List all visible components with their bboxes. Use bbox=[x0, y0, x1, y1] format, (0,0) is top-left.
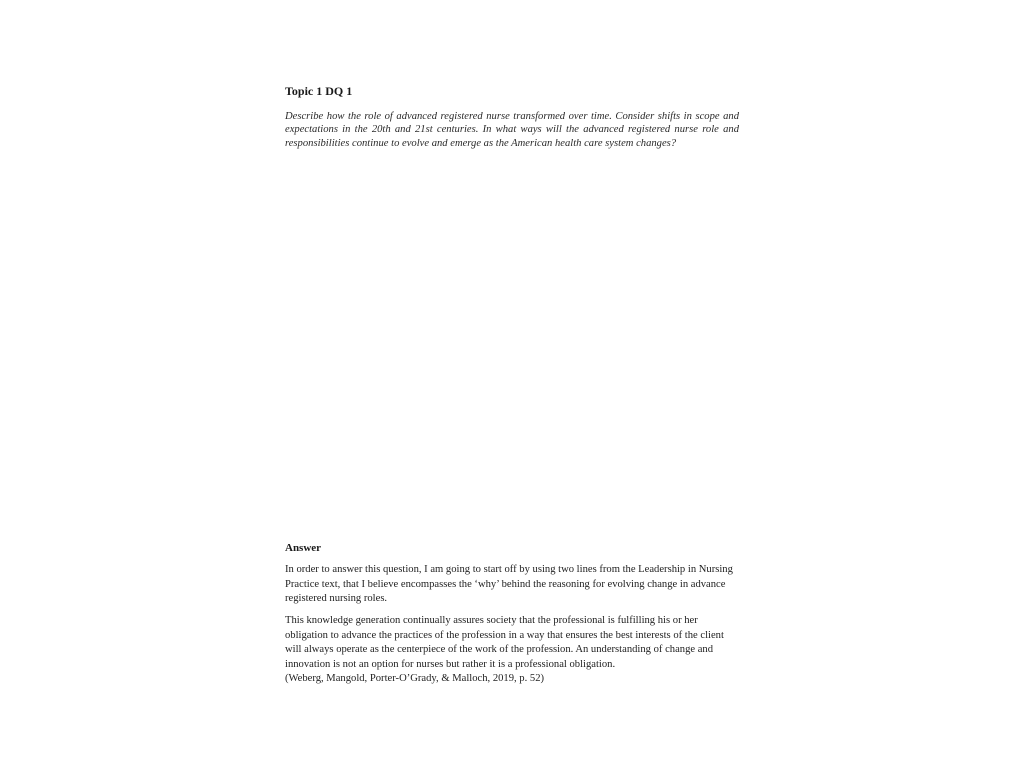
citation: (Weberg, Mangold, Porter-O’Grady, & Malloch, 2019, p. 52) bbox=[285, 673, 545, 685]
discussion-prompt: Describe how the role of advanced registered nurse transformed over time. Consider shifts in scope and expectations in the 20th and 21st centuries. In what ways will the advanced registered nurse role and responsibilities continue to evolve and emerge as the American health care system changes? bbox=[285, 111, 739, 149]
answer-heading: Answer bbox=[285, 542, 322, 554]
topic-title: Topic 1 DQ 1 bbox=[285, 84, 353, 98]
answer-intro-paragraph: In order to answer this question, I am going to start off by using two lines from the Leadership in Nursing Practice text, that I believe encompasses the ‘why’ behind the reasoning for evolving change in advance registered nursing roles. bbox=[285, 564, 733, 605]
quote-text: This knowledge generation continually assures society that the professional is fulfilling his or her obligation to advance the practices of the profession in a way that ensures the best interests of the client will always operate as the centerpiece of the work of the profession. An understanding of change and innovation is not an option for nurses but rather it is a professional obligation. bbox=[285, 615, 724, 670]
quote-paragraph bbox=[285, 614, 741, 687]
